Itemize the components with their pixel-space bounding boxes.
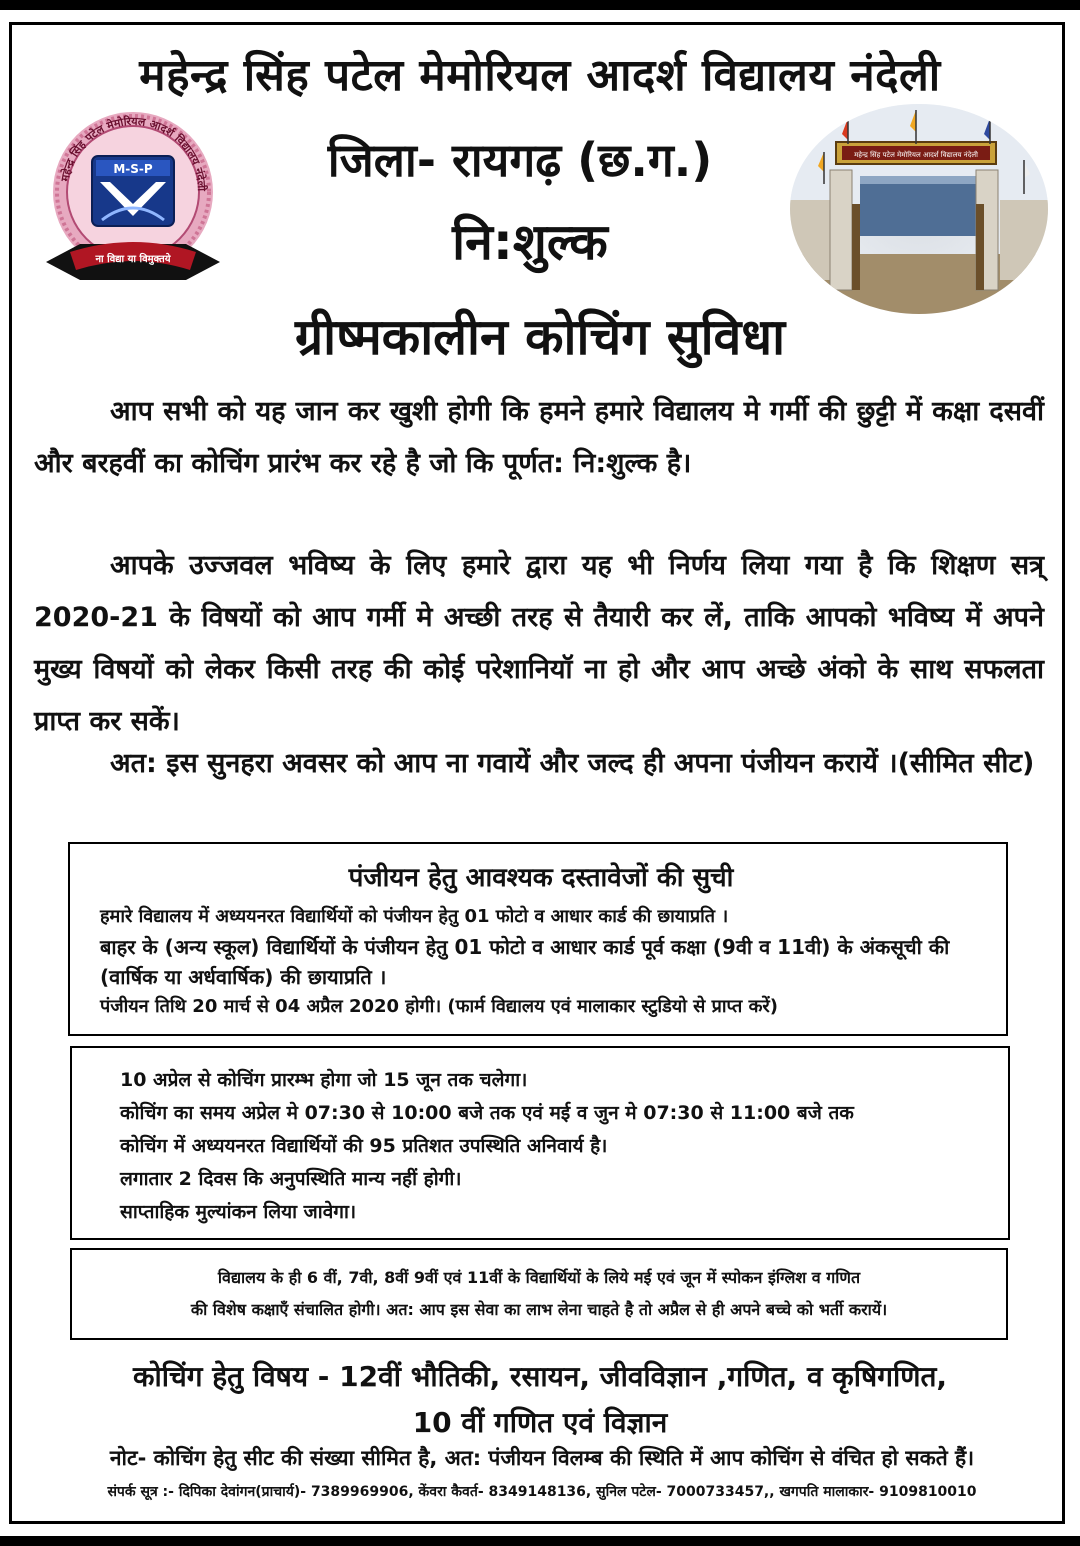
intro-paragraph: आप सभी को यह जान कर खुशी होगी कि हमने हमारे विद्यालय मे गर्मी की छुट्टी में कक्षा दसवीं और बरहवीं का कोचिंग प्रारंभ कर रहे है जो कि पूर्णत: नि:शुल्क है। (34, 396, 1044, 479)
schedule-box (70, 1046, 1010, 1240)
future-paragraph: आपके उज्जवल भविष्य के लिए हमारे द्वारा यह भी निर्णय लिया गया है कि शिक्षण सत्र् 2020-21 के विषयों को आप गर्मी मे अच्छी तरह से तैयारी कर लें, ताकि आपको भविष्य में अपने मुख्य विषयों को लेकर किसी तरह की कोई परेशानियॉ ना हो और आप अच्छे अंको के साथ सफलता प्राप्त कर सकें। (34, 550, 1044, 737)
school-name: महेन्द्र सिंह पटेल मेमोरियल आदर्श विद्यालय नंदेली (139, 50, 941, 101)
spoken-line-1: विद्यालय के ही 6 वीं, 7वी, 8वीं 9वीं एवं 11वीं के विद्यार्थियों के लिये मई एवं जून में स्पोकन इंग्लिश व गणित (217, 1268, 861, 1287)
documents-line-1: हमारे विद्यालय में अध्ययनरत विद्यार्थियों को पंजीयन हेतु 01 फोटो व आधार कार्ड की छायाप्रति । (100, 906, 729, 927)
schedule-line-5: साप्ताहिक मुल्यांकन लिया जावेगा। (120, 1201, 357, 1223)
note-text: नोट- कोचिंग हेतु सीट की संख्या सीमित है, अत: पंजीयन विलम्ब की स्थिति में आप कोचिंग से वंचित हो सकते हैं। (109, 1446, 975, 1470)
logo-motto: ना विद्या या विमुक्तये (95, 254, 171, 265)
logo-initials: M-S-P (113, 162, 153, 176)
documents-line-3: पंजीयन तिथि 20 मार्च से 04 अप्रैल 2020 होगी। (फार्म विद्यालय एवं मालाकार स्टुडियो से प्राप्त करें) (100, 996, 778, 1017)
schedule-line-2: कोचिंग का समय अप्रेल मे 07:30 से 10:00 बजे तक एवं मई व जुन मे 07:30 से 11:00 बजे तक (120, 1102, 854, 1124)
schedule-line-1: 10 अप्रेल से कोचिंग प्रारम्भ होगा जो 15 जून तक चलेगा। (120, 1069, 528, 1091)
spoken-english-box (70, 1248, 1008, 1340)
district-label: जिला- रायगढ़ (छ.ग.) (327, 133, 713, 187)
school-building-photo (790, 104, 1048, 314)
headline: ग्रीष्मकालीन कोचिंग सुविधा (294, 308, 786, 366)
spoken-line-2: की विशेष कक्षाएँ संचालित होगी। अत: आप इस सेवा का लाभ लेना चाहते है तो अप्रैल से ही अपने बच्चे को भर्ती करायें। (190, 1300, 888, 1319)
coaching-subjects (40, 1354, 1040, 1446)
documents-line-2: बाहर के (अन्य स्कूल) विद्यार्थियों के पंजीयन हेतु 01 फोटो व आधार कार्ड पूर्व कक्षा (9वी व 11वी) के अंकसूची की (वार्षिक या अर्धवार्षिक) की छायाप्रति । (100, 935, 950, 989)
gate-banner-text: महेन्द्र सिंह पटेल मेमोरियल आदर्श विद्यालय नंदेली (854, 151, 978, 159)
schedule-line-4: लगातार 2 दिवस कि अनुपस्थिति मान्य नहीं होगी। (120, 1168, 462, 1190)
schedule-line-3: कोचिंग में अध्ययनरत विद्यार्थियों की 95 प्रतिशत उपस्थिति अनिवार्य है। (120, 1135, 608, 1157)
top-border-bar (0, 0, 1080, 10)
subjects-line-2: 10 वीं गणित एवं विज्ञान (412, 1406, 668, 1439)
school-logo (40, 112, 226, 290)
subjects-line-1: कोचिंग हेतु विषय - 12वीं भौतिकी, रसायन, जीवविज्ञान ,गणित, व कृषिगणित, (132, 1360, 948, 1393)
contact-info: संपर्क सूत्र :- दिपिका देवांगन(प्राचार्य)- 7389969906, केंवरा कैवर्त- 8349148136, सुनिल पटेल- 7000733457,, खगपति मालाकार- 9109810010 (107, 1484, 977, 1500)
free-label: नि:शुल्क (452, 213, 608, 271)
documents-box (68, 842, 1008, 1036)
bottom-border-bar (0, 1536, 1080, 1546)
logo-ring-text: महेन्द्र सिंह पटेल मेमोरियल आदर्श विद्यालय नंदेली (58, 114, 209, 192)
registration-paragraph: अत: इस सुनहरा अवसर को आप ना गवायें और जल्द ही अपना पंजीयन करायें ।(सीमित सीट) (110, 748, 1035, 779)
documents-title: पंजीयन हेतु आवश्यक दस्तावेजों की सुची (348, 863, 734, 893)
